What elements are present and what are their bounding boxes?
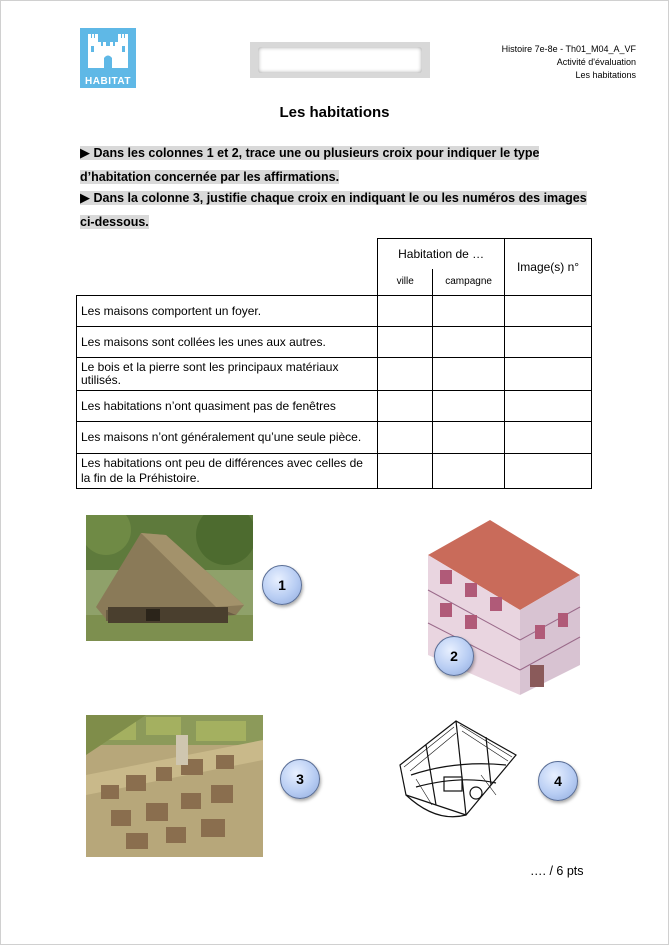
image-number-header: Image(s) n° (505, 239, 592, 296)
image-answer-cell[interactable] (505, 296, 592, 327)
ville-answer-cell[interactable] (378, 327, 433, 358)
image-number-badge: 3 (280, 759, 320, 799)
habitation-header: Habitation de … (378, 239, 505, 269)
statement-cell: Les maisons sont collées les unes aux autres. (77, 327, 378, 358)
castle-icon (86, 32, 130, 70)
campagne-answer-cell[interactable] (433, 454, 505, 489)
statement-cell: Le bois et la pierre sont les principaux matériaux utilisés. (77, 358, 378, 391)
campagne-header: campagne (433, 269, 505, 296)
table-row (77, 422, 592, 454)
answer-table (76, 238, 592, 489)
reference-topic: Les habitations (575, 70, 636, 80)
image-number-badge: 2 (434, 636, 474, 676)
statement-cell: Les maisons comportent un foyer. (77, 296, 378, 327)
logo-label: HABITAT (85, 76, 131, 87)
statement-cell: Les maisons n’ont généralement qu’une seule pièce. (77, 422, 378, 454)
student-name-box[interactable] (250, 42, 430, 78)
ville-answer-cell[interactable] (378, 422, 433, 454)
image-answer-cell[interactable] (505, 454, 592, 489)
instruction-1-text: Dans les colonnes 1 et 2, trace une ou plusieurs croix pour indiquer le type d’habitation concernée par les affirmations. (80, 146, 540, 184)
image-answer-cell[interactable] (505, 422, 592, 454)
campagne-answer-cell[interactable] (433, 422, 505, 454)
table-row (77, 296, 592, 327)
campagne-answer-cell[interactable] (433, 327, 505, 358)
instruction-2 (80, 186, 590, 234)
table-row (77, 327, 592, 358)
campagne-answer-cell[interactable] (433, 358, 505, 391)
score-field: …. / 6 pts (530, 864, 584, 878)
student-name-field[interactable] (258, 47, 422, 73)
image-number-badge: 1 (262, 565, 302, 605)
image-answer-cell[interactable] (505, 391, 592, 422)
ville-header: ville (378, 269, 433, 296)
habitat-logo (80, 28, 136, 88)
image-answer-cell[interactable] (505, 327, 592, 358)
document-reference (502, 43, 636, 82)
instruction-2-text: Dans la colonne 3, justifie chaque croix en indiquant le ou les numéros des images ci-dessous. (80, 191, 587, 229)
table-row (77, 391, 592, 422)
reference-code: Histoire 7e-8e - Th01_M04_A_VF (501, 44, 636, 54)
ville-answer-cell[interactable] (378, 296, 433, 327)
table-row (77, 358, 592, 391)
statement-cell: Les habitations n’ont quasiment pas de fenêtres (77, 391, 378, 422)
campagne-answer-cell[interactable] (433, 391, 505, 422)
page-title: Les habitations (279, 104, 390, 121)
campagne-answer-cell[interactable] (433, 296, 505, 327)
triangle-bullet-icon: ▶ (80, 145, 90, 160)
reference-activity: Activité d'évaluation (556, 57, 636, 67)
hut-drawing (396, 715, 518, 827)
triangle-bullet-icon: ▶ (80, 190, 90, 205)
ville-answer-cell[interactable] (378, 454, 433, 489)
thatched-house-photo (86, 515, 253, 641)
table-corner (77, 239, 378, 296)
image-number-badge: 4 (538, 761, 578, 801)
medieval-town-illustration (86, 715, 263, 857)
table-row (77, 454, 592, 489)
image-answer-cell[interactable] (505, 358, 592, 391)
ville-answer-cell[interactable] (378, 358, 433, 391)
statement-cell: Les habitations ont peu de différences avec celles de la fin de la Préhistoire. (77, 454, 378, 489)
instruction-1 (80, 141, 590, 189)
ville-answer-cell[interactable] (378, 391, 433, 422)
